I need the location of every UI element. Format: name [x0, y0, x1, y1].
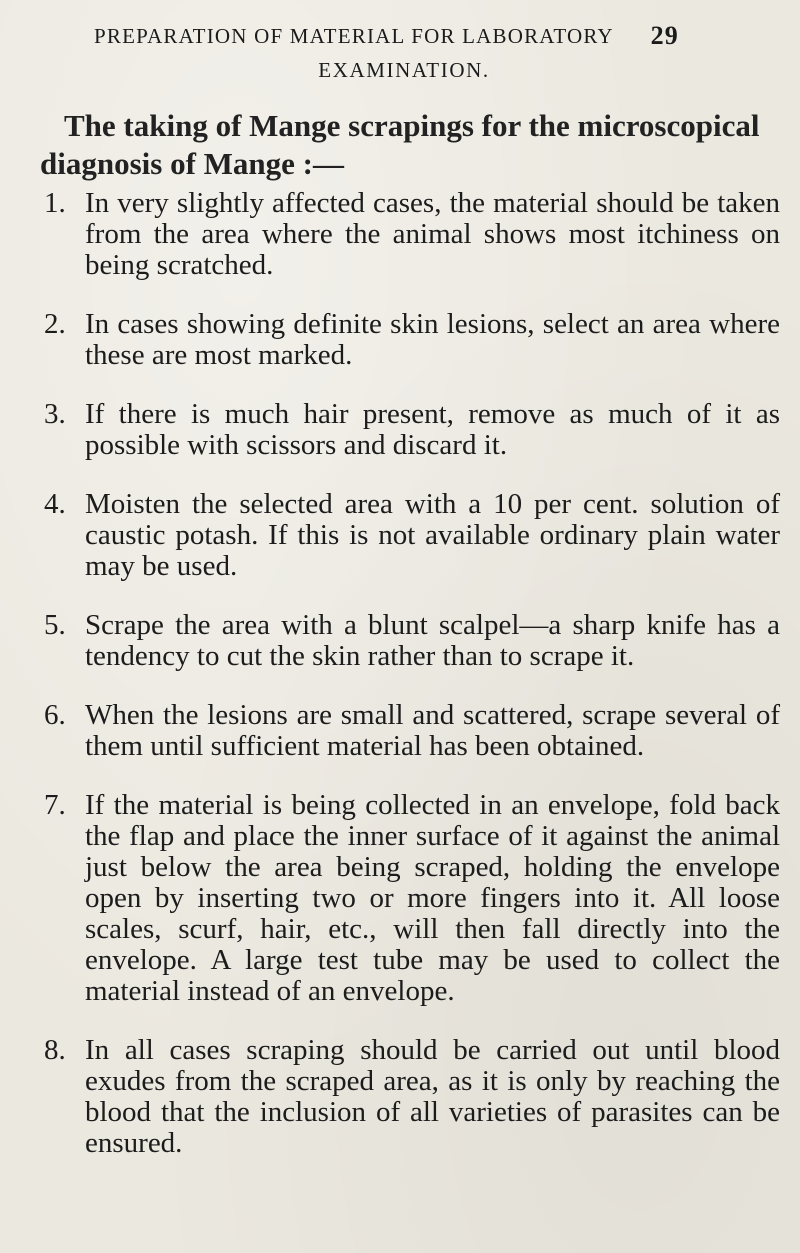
item-number: 1. [44, 187, 66, 219]
item-number: 7. [44, 789, 66, 821]
list-item [40, 309, 780, 371]
list-item [40, 489, 780, 582]
item-text: If there is much hair present, remove as much of it as possible with scissors and discard it. [85, 398, 780, 461]
item-number: 5. [44, 609, 66, 641]
item-text: In very slightly affected cases, the material should be taken from the area where the animal shows most itchiness on being scratched. [85, 187, 780, 281]
item-text: Moisten the selected area with a 10 per cent. solution of caustic potash. If this is not available ordinary plain water may be used. [85, 488, 780, 582]
item-number: 6. [44, 699, 66, 731]
page-number: 29 [650, 21, 679, 50]
section-heading: The taking of Mange scrapings for the microscopical diagnosis of Mange :— [40, 108, 760, 181]
list-item [40, 1035, 780, 1159]
list-item [40, 188, 780, 281]
list-item [40, 700, 780, 762]
item-text: Scrape the area with a blunt scalpel—a sharp knife has a tendency to cut the skin rather than to scrape it. [85, 609, 780, 672]
item-text: In all cases scraping should be carried out until blood exudes from the scraped area, as it is only by reaching the blood that the inclusion of all varieties of parasites can be ensured. [85, 1034, 780, 1159]
item-text: In cases showing definite skin lesions, select an area where these are most marked. [85, 308, 780, 371]
item-number: 3. [44, 398, 66, 430]
item-text: When the lesions are small and scattered, scrape several of them until sufficient material has been obtained. [85, 699, 780, 762]
procedure-list [40, 188, 780, 1187]
list-item [40, 790, 780, 1007]
running-subtitle: EXAMINATION. [318, 58, 490, 82]
item-number: 2. [44, 308, 66, 340]
item-number: 4. [44, 488, 66, 520]
item-number: 8. [44, 1034, 66, 1066]
running-header [94, 22, 679, 50]
list-item [40, 610, 780, 672]
item-text: If the material is being collected in an envelope, fold back the flap and place the inner surface of it against the animal just below the area being scraped, holding the envelope open by inserting two or more fingers into it. All loose scales, scurf, hair, etc., will then fall directly into the envelope. A large test tube may be used to collect the material instead of an envelope. [85, 789, 780, 1007]
list-item [40, 399, 780, 461]
running-title: PREPARATION OF MATERIAL FOR LABORATORY [94, 24, 614, 48]
